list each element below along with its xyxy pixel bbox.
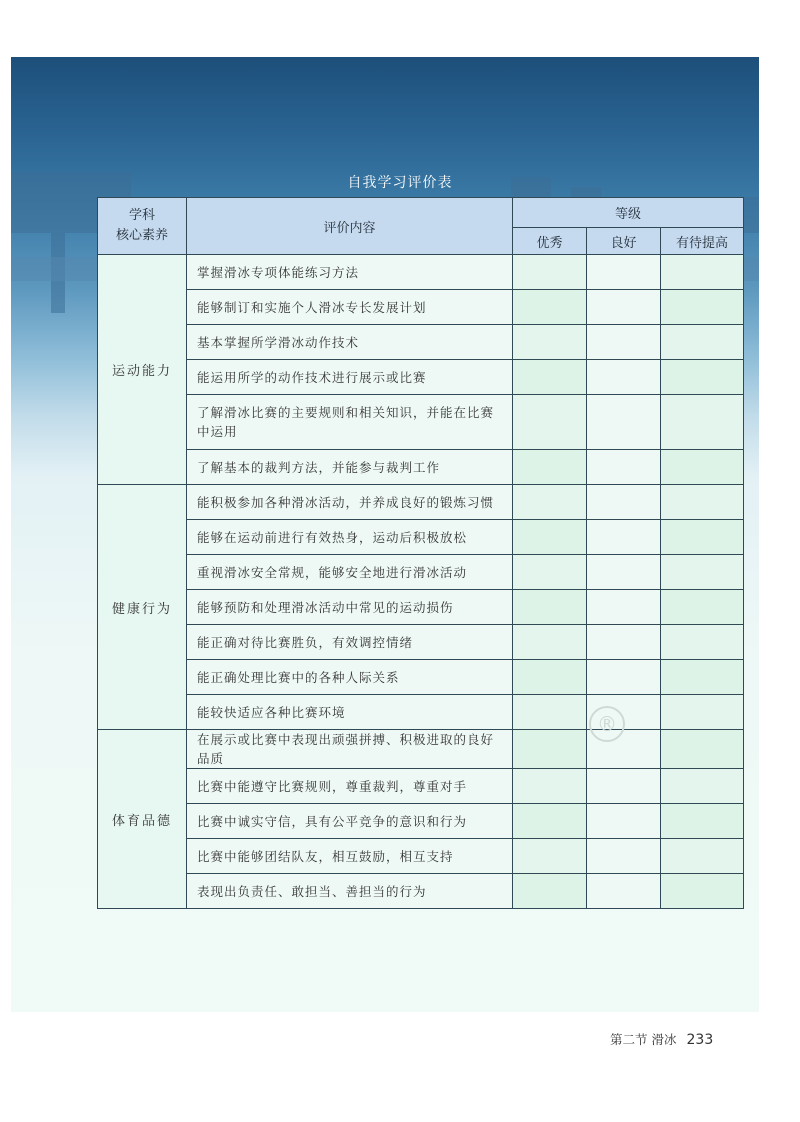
header-category [98, 198, 187, 255]
grade-cell-excellent[interactable] [513, 485, 587, 520]
grade-cell-excellent[interactable] [513, 450, 587, 485]
grade-cell-improve[interactable] [661, 625, 744, 660]
grade-cell-improve[interactable] [661, 660, 744, 695]
grade-cell-excellent[interactable] [513, 839, 587, 874]
grade-cell-good[interactable] [587, 555, 661, 590]
table-title: 自我学习评价表 [347, 175, 453, 191]
category-health-behavior: 健康行为 [98, 485, 187, 730]
grade-cell-excellent[interactable] [513, 590, 587, 625]
grade-cell-good[interactable] [587, 660, 661, 695]
grade-cell-excellent[interactable] [513, 395, 587, 450]
grade-cell-good[interactable] [587, 360, 661, 395]
grade-cell-excellent[interactable] [513, 730, 587, 769]
header-content: 评价内容 [187, 198, 513, 255]
grade-cell-improve[interactable] [661, 695, 744, 730]
grade-cell-good[interactable] [587, 325, 661, 360]
grade-cell-improve[interactable] [661, 839, 744, 874]
grade-cell-excellent[interactable] [513, 625, 587, 660]
header-category-line2: 核心素养 [115, 228, 168, 243]
grade-cell-good[interactable] [587, 395, 661, 450]
category-sport-ethics: 体育品德 [98, 730, 187, 909]
grade-cell-improve[interactable] [661, 325, 744, 360]
header-level-good: 良好 [587, 228, 661, 255]
grade-cell-good[interactable] [587, 590, 661, 625]
grade-cell-excellent[interactable] [513, 360, 587, 395]
grade-cell-excellent[interactable] [513, 660, 587, 695]
grade-cell-excellent[interactable] [513, 255, 587, 290]
grade-cell-improve[interactable] [661, 874, 744, 909]
grade-cell-improve[interactable] [661, 290, 744, 325]
registered-watermark-icon: ® [589, 706, 625, 742]
criterion: 重视滑冰安全常规，能够安全地进行滑冰活动 [187, 555, 513, 590]
grade-cell-good[interactable] [587, 839, 661, 874]
criterion: 能够预防和处理滑冰活动中常见的运动损伤 [187, 590, 513, 625]
grade-cell-excellent[interactable] [513, 695, 587, 730]
grade-cell-excellent[interactable] [513, 769, 587, 804]
criterion: 表现出负责任、敢担当、善担当的行为 [187, 874, 513, 909]
criterion: 能较快适应各种比赛环境 [187, 695, 513, 730]
criterion: 能积极参加各种滑冰活动，并养成良好的锻炼习惯 [187, 485, 513, 520]
header-grade: 等级 [513, 198, 744, 228]
grade-cell-improve[interactable] [661, 395, 744, 450]
header-category-line1: 学科 [128, 208, 155, 223]
criterion: 掌握滑冰专项体能练习方法 [187, 255, 513, 290]
criterion: 能够在运动前进行有效热身，运动后积极放松 [187, 520, 513, 555]
criterion: 基本掌握所学滑冰动作技术 [187, 325, 513, 360]
grade-cell-improve[interactable] [661, 255, 744, 290]
self-evaluation-table [97, 197, 744, 909]
criterion: 比赛中诚实守信，具有公平竞争的意识和行为 [187, 804, 513, 839]
footer-topic: 滑冰 [651, 1032, 677, 1047]
grade-cell-excellent[interactable] [513, 520, 587, 555]
grade-cell-improve[interactable] [661, 730, 744, 769]
grade-cell-excellent[interactable] [513, 804, 587, 839]
criterion: 能运用所学的动作技术进行展示或比赛 [187, 360, 513, 395]
header-level-improve: 有待提高 [661, 228, 744, 255]
grade-cell-good[interactable] [587, 520, 661, 555]
grade-cell-improve[interactable] [661, 450, 744, 485]
grade-cell-improve[interactable] [661, 590, 744, 625]
grade-cell-good[interactable] [587, 450, 661, 485]
grade-cell-improve[interactable] [661, 804, 744, 839]
criterion: 了解滑冰比赛的主要规则和相关知识，并能在比赛中运用 [187, 395, 513, 450]
grade-cell-improve[interactable] [661, 769, 744, 804]
grade-cell-good[interactable] [587, 290, 661, 325]
grade-cell-excellent[interactable] [513, 555, 587, 590]
grade-cell-improve[interactable] [661, 555, 744, 590]
criterion: 比赛中能遵守比赛规则，尊重裁判，尊重对手 [187, 769, 513, 804]
footer-section: 第二节 [610, 1032, 648, 1047]
page-number: 233 [686, 1032, 714, 1048]
grade-cell-good[interactable] [587, 485, 661, 520]
grade-cell-good[interactable] [587, 769, 661, 804]
grade-cell-good[interactable] [587, 255, 661, 290]
criterion: 能正确处理比赛中的各种人际关系 [187, 660, 513, 695]
criterion: 在展示或比赛中表现出顽强拼搏、积极进取的良好品质 [187, 730, 513, 769]
grade-cell-excellent[interactable] [513, 874, 587, 909]
page-footer [610, 1030, 713, 1048]
grade-cell-improve[interactable] [661, 520, 744, 555]
grade-cell-good[interactable] [587, 625, 661, 660]
grade-cell-excellent[interactable] [513, 290, 587, 325]
grade-cell-excellent[interactable] [513, 325, 587, 360]
grade-cell-improve[interactable] [661, 360, 744, 395]
grade-cell-good[interactable] [587, 874, 661, 909]
category-sport-ability: 运动能力 [98, 255, 187, 485]
criterion: 能够制订和实施个人滑冰专长发展计划 [187, 290, 513, 325]
criterion: 了解基本的裁判方法，并能参与裁判工作 [187, 450, 513, 485]
criterion: 比赛中能够团结队友，相互鼓励，相互支持 [187, 839, 513, 874]
grade-cell-improve[interactable] [661, 485, 744, 520]
grade-cell-good[interactable] [587, 804, 661, 839]
header-level-excellent: 优秀 [513, 228, 587, 255]
criterion: 能正确对待比赛胜负，有效调控情绪 [187, 625, 513, 660]
